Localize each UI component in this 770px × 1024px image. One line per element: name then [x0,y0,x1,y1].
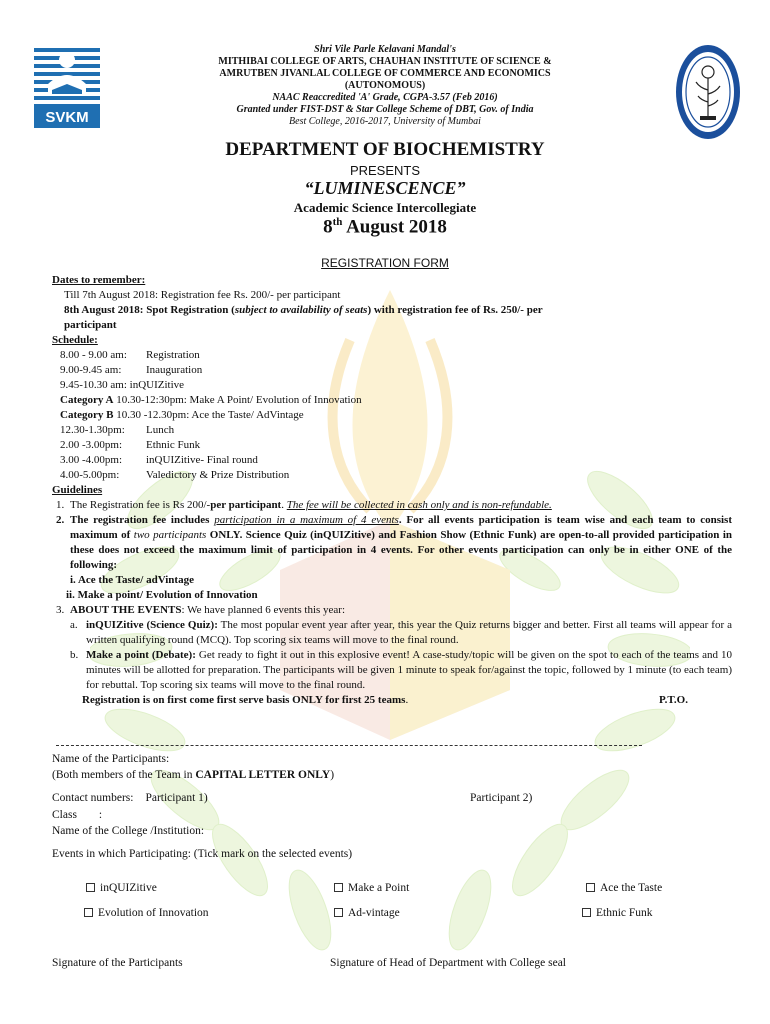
schedule-item [52,423,732,438]
guideline-3 [52,603,732,618]
g1-b: per participant [210,499,282,511]
event-description [86,648,732,693]
event-b [52,648,732,693]
checkbox-label: Ethnic Funk [596,907,653,919]
schedule-time: 4.00-5.00pm: [60,469,120,481]
capital-note-b: CAPITAL LETTER ONLY [195,769,331,781]
event-a [52,618,732,648]
header-fist: Granted under FIST-DST & Star College Scheme of DBT, Gov. of India [236,104,534,115]
schedule-event: inQUIZitive- Final round [146,454,258,466]
schedule-time: 9.45-10.30 am: [60,379,127,391]
checkbox-make-a-point[interactable] [334,882,409,894]
contact-numbers-row[interactable] [52,792,208,804]
category-a-text: 10.30-12:30pm: Make A Point/ Evolution of Innovation [113,394,362,406]
registration-note [52,693,732,708]
g1-c: . [281,499,287,511]
dates-heading: Dates to remember: [52,274,146,286]
option-ii [52,588,732,603]
event-date-rest: August 2018 [342,216,447,238]
pto-label: P.T.O. [658,694,688,706]
schedule-event: Registration [146,349,200,361]
header-college-line1: MITHIBAI COLLEGE OF ARTS, CHAUHAN INSTITUTE OF SCIENCE & [218,56,552,67]
guideline-2 [52,513,732,573]
schedule-time: 8.00 - 9.00 am: [60,349,127,361]
option-number: ii. [66,589,75,601]
header-best-college: Best College, 2016-2017, University of Mumbai [289,116,481,127]
participants-label: Name of the Participants: [52,753,170,765]
guideline-text [70,513,732,573]
signature-participants: Signature of the Participants [52,957,183,969]
contact-label: Contact numbers: [52,792,134,804]
checkbox-ad-vintage[interactable] [334,907,400,919]
g2-a: The registration fee includes [70,514,215,526]
schedule-event: Ethnic Funk [146,439,201,451]
event-a-text: The most popular event year after year, this year the Quiz returns bigger and better. First all teams will appear for a written qualifying round (MCQ). Top scoring six teams will move to the final round. [86,619,733,646]
schedule-category-b [52,408,732,423]
option-i [52,573,732,588]
event-date-suffix: th [332,216,343,228]
checkbox-ethnic-funk[interactable] [582,907,653,919]
event-b-text: Get ready to fight it out in this explosive event! A case-study/topic will be given on the spot to each of the teams and 10 minutes will be allotted for preparation. The participants will be given 1 minute to speak for/against the topic, followed by 1 minute (to each team) for rebuttal. Top scoring six teams will move to the final round. [86,649,732,691]
svkm-logo-text: SVKM [45,109,89,126]
g2-b: participation in a maximum of 4 events [214,514,399,526]
schedule-time: 3.00 -4.00pm: [60,454,123,466]
participant-2-field[interactable]: Participant 2) [470,792,533,804]
g3-a: ABOUT THE EVENTS [70,604,182,616]
guidelines-heading: Guidelines [52,484,103,496]
schedule-item [52,378,732,393]
college-seal [674,42,742,142]
class-colon: : [98,809,103,821]
dates-line2-a: 8th August 2018: Spot Registration ( [64,304,235,316]
option-number: i. [70,574,76,586]
option-text: Ace the Taste/ adVintage [77,574,194,586]
category-b-label: Category B [60,409,114,421]
checkbox-icon[interactable] [582,908,591,917]
checkbox-label: inQUIZitive [100,882,157,894]
guideline-number: 2. [56,514,65,526]
note-end: . [405,694,409,706]
guideline-number: 3. [56,604,65,616]
capital-letter-note [52,769,334,781]
events-prompt: Events in which Participating: (Tick mark on the selected events) [52,848,353,860]
dates-line2 [52,303,732,333]
registration-form-title: REGISTRATION FORM [321,256,449,270]
event-description [86,618,732,648]
schedule-event: Valedictory & Prize Distribution [146,469,290,481]
dates-line2-italic: subject to availability of seats [234,304,368,316]
checkbox-icon[interactable] [84,908,93,917]
guideline-number: 1. [56,499,65,511]
schedule-time: 12.30-1.30pm: [60,424,125,436]
event-number: a. [70,619,78,631]
event-date-day: 8 [323,216,333,238]
signature-head: Signature of Head of Department with College seal [330,957,566,969]
g1-d: The fee will be collected in cash only and is non-refundable. [286,499,552,511]
schedule-time: 2.00 -3.00pm: [60,439,123,451]
checkbox-icon[interactable] [586,883,595,892]
schedule-item [52,453,732,468]
participant-1-field[interactable]: Participant 1) [145,792,208,804]
g1-a: The Registration fee is Rs 200/- [70,499,211,511]
dates-line1: Till 7th August 2018: Registration fee Rs. 200/- per participant [64,289,341,301]
category-b-text: 10.30 -12.30pm: Ace the Taste/ AdVintage [113,409,304,421]
g3-b: : We have planned 6 events this year: [181,604,346,616]
presents-label: PRESENTS [349,163,421,178]
header-autonomous: (AUTONOMOUS) [344,80,426,91]
checkbox-ace-the-taste[interactable] [586,882,662,894]
schedule-item [52,348,732,363]
checkbox-label: Ace the Taste [600,882,663,894]
class-field[interactable] [52,809,102,821]
checkbox-label: Ad-vintage [348,907,400,919]
option-text: Make a point/ Evolution of Innovation [77,589,258,601]
event-b-title: Make a point (Debate): [86,649,196,661]
g2-c: . For all events participation is team wise and each team to consist maximum of [70,514,733,541]
category-a-label: Category A [60,394,114,406]
note-bold: Registration is on first come first serve basis ONLY for first 25 teams [82,694,406,706]
schedule-time: 9.00-9.45 am: [60,364,122,376]
schedule-category-a [52,393,732,408]
checkbox-icon[interactable] [86,883,95,892]
class-label: Class [52,809,77,821]
schedule-event: inQUIZitive [129,379,185,391]
schedule-item [52,468,732,483]
g2-e: ONLY. Science Quiz (inQUIZitive) and Fashion Show (Ethnic Funk) are open-to-all provided participation in these does not exceed the maximum limit of participation in 4 events. For other events participation can only be in either ONE of the following: [70,529,733,571]
header-college-line2: AMRUTBEN JIVANLAL COLLEGE OF COMMERCE AND ECONOMICS [219,68,551,79]
schedule-item [52,438,732,453]
dates-line2-d: participant [64,319,117,331]
checkbox-evolution-of-innovation[interactable] [84,907,209,919]
checkbox-inquizitive[interactable] [86,882,157,894]
event-date [0,216,770,238]
header-naac: NAAC Reaccredited 'A' Grade, CGPA-3.57 (Feb 2016) [272,92,498,103]
checkbox-label: Make a Point [348,882,410,894]
schedule-event: Inauguration [146,364,203,376]
guideline-1 [52,498,732,513]
event-title: “LUMINESCENCE” [304,178,466,198]
guideline-text [70,498,732,513]
schedule-heading: Schedule: [52,334,98,346]
dates-line2-c: ) with registration fee of Rs. 250/- per [367,304,543,316]
header-trust-name: Shri Vile Parle Kelavani Mandal's [314,44,456,55]
college-field[interactable]: Name of the College /Institution: [52,825,205,837]
schedule-event: Lunch [146,424,175,436]
schedule-item [52,363,732,378]
checkbox-icon[interactable] [334,883,343,892]
checkbox-label: Evolution of Innovation [98,907,209,919]
event-a-title: inQUIZitive (Science Quiz): [86,619,218,631]
info-section [52,273,732,708]
capital-note-c: ) [330,769,335,781]
cut-line [56,745,642,746]
svkm-logo [32,40,102,130]
department-title: DEPARTMENT OF BIOCHEMISTRY [225,139,545,160]
guideline-text [70,603,732,618]
g2-d: two participants [133,529,207,541]
event-number: b. [70,649,79,661]
event-subtitle: Academic Science Intercollegiate [293,200,477,215]
checkbox-icon[interactable] [334,908,343,917]
registration-note-text [82,693,408,708]
capital-note-a: (Both members of the Team in [52,769,196,781]
